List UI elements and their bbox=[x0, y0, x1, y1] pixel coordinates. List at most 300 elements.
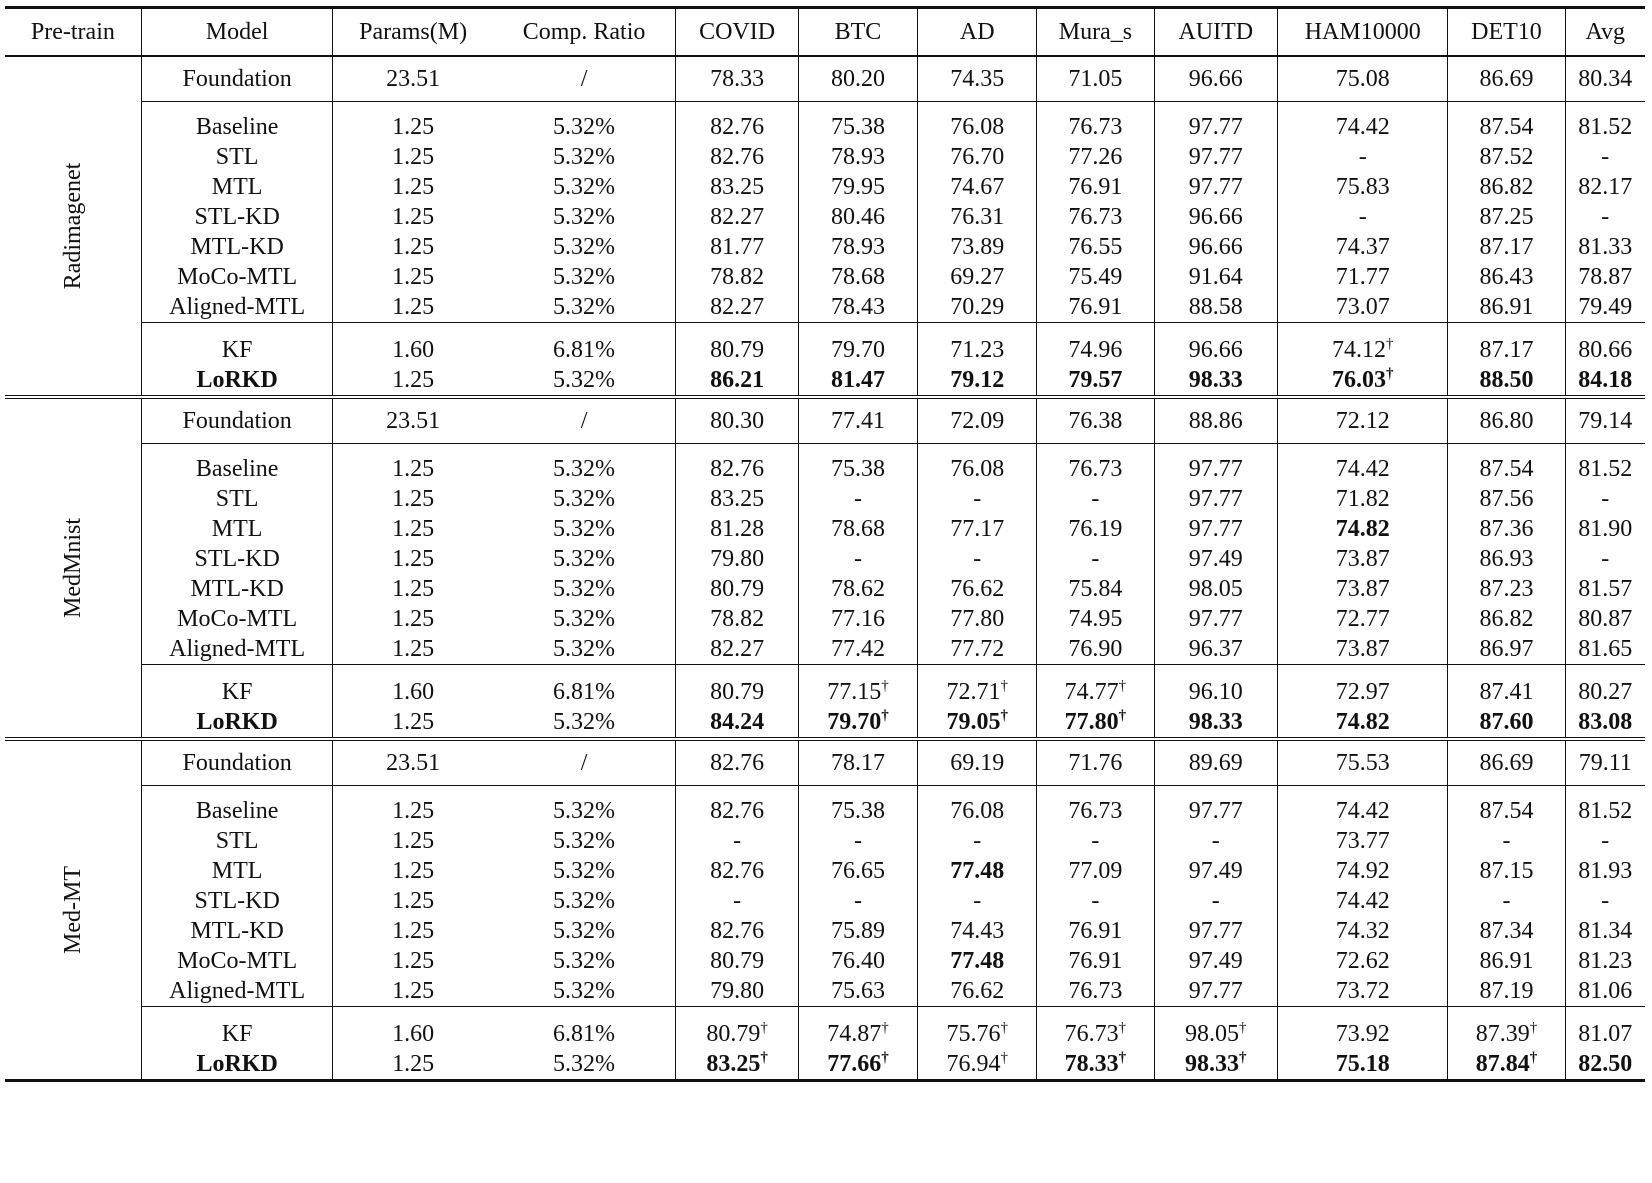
ratio-value bbox=[493, 886, 676, 916]
cell-value: 96.10 bbox=[1188, 679, 1243, 705]
cell-value: 1.25 bbox=[392, 1051, 435, 1077]
table-row bbox=[5, 56, 1645, 102]
cell-value: - bbox=[1211, 828, 1220, 854]
ad-value bbox=[918, 574, 1037, 604]
cell-value: 98.05 bbox=[1188, 576, 1243, 602]
dagger-mark: † bbox=[1118, 708, 1127, 724]
cell-value: 75.83 bbox=[1335, 174, 1390, 200]
table-row bbox=[5, 634, 1645, 665]
cell-value: 6.81% bbox=[553, 1021, 616, 1047]
ham10000-value bbox=[1278, 484, 1448, 514]
ad-value bbox=[918, 444, 1037, 485]
cell-value: 1.25 bbox=[392, 888, 435, 914]
pretrain-block-radimagenet bbox=[5, 56, 1645, 397]
covid-value bbox=[676, 484, 798, 514]
cell-value: - bbox=[1091, 486, 1100, 512]
mura-value bbox=[1037, 232, 1154, 262]
cell-value: 81.07 bbox=[1578, 1021, 1633, 1047]
ratio-value bbox=[493, 826, 676, 856]
pretrain-cell bbox=[5, 739, 141, 1081]
dagger-mark: † bbox=[1385, 366, 1394, 382]
btc-value bbox=[798, 514, 917, 544]
auitd-value bbox=[1154, 826, 1278, 856]
det10-value bbox=[1448, 444, 1565, 485]
cell-value: 86.69 bbox=[1479, 66, 1534, 92]
avg-value bbox=[1565, 323, 1645, 366]
cell-value: - bbox=[1601, 486, 1610, 512]
det10-value bbox=[1448, 1049, 1565, 1081]
cell-value: 83.25 bbox=[710, 174, 765, 200]
cell-value: 77.17 bbox=[950, 516, 1005, 542]
auitd-value bbox=[1154, 604, 1278, 634]
cell-value: 78.33 bbox=[1064, 1051, 1119, 1077]
det10-value bbox=[1448, 856, 1565, 886]
mura-value bbox=[1037, 916, 1154, 946]
cell-value: Aligned-MTL bbox=[169, 636, 306, 662]
cell-value: 76.08 bbox=[950, 798, 1005, 824]
cell-value: 78.43 bbox=[830, 294, 885, 320]
params-value bbox=[333, 976, 493, 1007]
cell-value: 86.80 bbox=[1479, 408, 1534, 434]
cell-value: 1.25 bbox=[392, 114, 435, 140]
covid-value bbox=[676, 1049, 798, 1081]
ham10000-value bbox=[1278, 142, 1448, 172]
model-name bbox=[141, 202, 333, 232]
auitd-value bbox=[1154, 786, 1278, 827]
params-value bbox=[333, 886, 493, 916]
cell-value: 80.79 bbox=[710, 948, 765, 974]
btc-value bbox=[798, 484, 917, 514]
cell-value: 87.23 bbox=[1479, 576, 1534, 602]
cell-value: 78.68 bbox=[830, 516, 885, 542]
cell-value: 97.77 bbox=[1188, 486, 1243, 512]
cell-value: KF bbox=[221, 1021, 253, 1047]
covid-value bbox=[676, 544, 798, 574]
cell-value: 82.50 bbox=[1578, 1051, 1633, 1077]
cell-value: 1.25 bbox=[392, 709, 435, 735]
cell-value: 79.80 bbox=[710, 546, 765, 572]
covid-value bbox=[676, 886, 798, 916]
auitd-value bbox=[1154, 976, 1278, 1007]
avg-value bbox=[1565, 262, 1645, 292]
covid-value bbox=[676, 739, 798, 786]
model-name bbox=[141, 707, 333, 739]
params-value bbox=[333, 1007, 493, 1050]
covid-value bbox=[676, 444, 798, 485]
det10-value bbox=[1448, 397, 1565, 444]
model-name bbox=[141, 102, 333, 143]
dagger-mark: † bbox=[881, 708, 889, 724]
table-row bbox=[5, 707, 1645, 739]
avg-value bbox=[1565, 739, 1645, 786]
cell-value: - bbox=[973, 486, 982, 512]
cell-value: 87.54 bbox=[1479, 114, 1534, 140]
cell-value: 5.32% bbox=[553, 606, 616, 632]
covid-value bbox=[676, 202, 798, 232]
mura-value bbox=[1037, 262, 1154, 292]
cell-value: 5.32% bbox=[553, 174, 616, 200]
ratio-value bbox=[493, 102, 676, 143]
avg-value bbox=[1565, 514, 1645, 544]
cell-value: 98.33 bbox=[1188, 367, 1243, 393]
cell-value: 86.97 bbox=[1479, 636, 1534, 662]
table-header bbox=[5, 8, 1645, 57]
cell-value: 86.43 bbox=[1479, 264, 1534, 290]
cell-value: 87.39 bbox=[1475, 1021, 1530, 1047]
ratio-value bbox=[493, 202, 676, 232]
cell-value: 74.82 bbox=[1335, 516, 1390, 542]
cell-value: 87.54 bbox=[1479, 798, 1534, 824]
auitd-value bbox=[1154, 142, 1278, 172]
params-value bbox=[333, 292, 493, 323]
ham10000-value bbox=[1278, 292, 1448, 323]
cell-value: STL bbox=[215, 828, 259, 854]
ham10000-value bbox=[1278, 444, 1448, 485]
cell-value: Baseline bbox=[195, 456, 279, 482]
params-value bbox=[333, 142, 493, 172]
cell-value: 75.63 bbox=[830, 978, 885, 1004]
cell-value: 87.52 bbox=[1479, 144, 1534, 170]
cell-value: - bbox=[1358, 144, 1367, 170]
cell-value: 81.28 bbox=[710, 516, 765, 542]
mura-value bbox=[1037, 56, 1154, 102]
cell-value: - bbox=[1601, 204, 1610, 230]
ad-value bbox=[918, 142, 1037, 172]
cell-value: KF bbox=[221, 679, 253, 705]
cell-value: 87.41 bbox=[1479, 679, 1534, 705]
cell-value: 78.62 bbox=[830, 576, 885, 602]
cell-value: 76.73 bbox=[1068, 978, 1123, 1004]
cell-value: 76.73 bbox=[1064, 1021, 1119, 1047]
cell-value: 74.32 bbox=[1335, 918, 1390, 944]
btc-value bbox=[798, 365, 917, 397]
cell-value: 80.34 bbox=[1578, 66, 1633, 92]
table-row bbox=[5, 142, 1645, 172]
ad-value bbox=[918, 856, 1037, 886]
det10-value bbox=[1448, 886, 1565, 916]
cell-value: 1.25 bbox=[392, 828, 435, 854]
cell-value: 81.65 bbox=[1578, 636, 1633, 662]
btc-value bbox=[798, 444, 917, 485]
model-name bbox=[141, 826, 333, 856]
cell-value: STL-KD bbox=[194, 546, 280, 572]
dagger-mark: † bbox=[1239, 1050, 1247, 1066]
covid-value bbox=[676, 142, 798, 172]
cell-value: - bbox=[1601, 546, 1610, 572]
table-row bbox=[5, 102, 1645, 143]
params-value bbox=[333, 323, 493, 366]
cell-value: 77.42 bbox=[830, 636, 885, 662]
cell-value: 5.32% bbox=[553, 367, 616, 393]
auitd-value bbox=[1154, 365, 1278, 397]
avg-value bbox=[1565, 786, 1645, 827]
ad-value bbox=[918, 707, 1037, 739]
cell-value: 6.81% bbox=[553, 337, 616, 363]
cell-value: 1.25 bbox=[392, 144, 435, 170]
header-mura: Mura_s bbox=[1037, 8, 1154, 57]
ad-value bbox=[918, 56, 1037, 102]
header-ad: AD bbox=[918, 8, 1037, 57]
cell-value: 88.58 bbox=[1188, 294, 1243, 320]
header-params: Params(M) bbox=[333, 8, 493, 57]
cell-value: 1.25 bbox=[392, 174, 435, 200]
cell-value: KF bbox=[221, 337, 253, 363]
model-name bbox=[141, 739, 333, 786]
cell-value: STL-KD bbox=[194, 888, 280, 914]
cell-value: 72.12 bbox=[1335, 408, 1390, 434]
auitd-value bbox=[1154, 56, 1278, 102]
cell-value: Aligned-MTL bbox=[169, 294, 306, 320]
avg-value bbox=[1565, 232, 1645, 262]
cell-value: 97.77 bbox=[1188, 606, 1243, 632]
cell-value: STL-KD bbox=[194, 204, 280, 230]
ratio-value bbox=[493, 544, 676, 574]
auitd-value bbox=[1154, 1007, 1278, 1050]
table-row bbox=[5, 786, 1645, 827]
cell-value: Aligned-MTL bbox=[169, 978, 306, 1004]
cell-value: 73.87 bbox=[1335, 546, 1390, 572]
auitd-value bbox=[1154, 102, 1278, 143]
cell-value: 87.36 bbox=[1479, 516, 1534, 542]
avg-value bbox=[1565, 397, 1645, 444]
cell-value: 96.66 bbox=[1188, 234, 1243, 260]
mura-value bbox=[1037, 976, 1154, 1007]
cell-value: 73.07 bbox=[1335, 294, 1390, 320]
cell-value: - bbox=[733, 828, 742, 854]
cell-value: 82.76 bbox=[710, 858, 765, 884]
cell-value: 75.38 bbox=[830, 114, 885, 140]
cell-value: 83.25 bbox=[706, 1051, 761, 1077]
cell-value: 87.60 bbox=[1479, 709, 1534, 735]
avg-value bbox=[1565, 707, 1645, 739]
cell-value: 75.38 bbox=[830, 456, 885, 482]
table-row bbox=[5, 323, 1645, 366]
ratio-value bbox=[493, 172, 676, 202]
cell-value: 98.33 bbox=[1185, 1051, 1240, 1077]
params-value bbox=[333, 665, 493, 708]
ham10000-value bbox=[1278, 634, 1448, 665]
det10-value bbox=[1448, 202, 1565, 232]
cell-value: 73.72 bbox=[1335, 978, 1390, 1004]
cell-value: 89.69 bbox=[1188, 750, 1243, 776]
avg-value bbox=[1565, 142, 1645, 172]
mura-value bbox=[1037, 739, 1154, 786]
cell-value: 86.93 bbox=[1479, 546, 1534, 572]
det10-value bbox=[1448, 707, 1565, 739]
cell-value: 74.42 bbox=[1335, 798, 1390, 824]
mura-value bbox=[1037, 397, 1154, 444]
cell-value: 79.11 bbox=[1578, 750, 1632, 776]
cell-value: 76.91 bbox=[1068, 174, 1123, 200]
ad-value bbox=[918, 946, 1037, 976]
cell-value: 79.49 bbox=[1578, 294, 1633, 320]
cell-value: MTL-KD bbox=[190, 234, 284, 260]
cell-value: LoRKD bbox=[196, 367, 278, 393]
cell-value: 74.87 bbox=[827, 1021, 882, 1047]
mura-value bbox=[1037, 634, 1154, 665]
cell-value: 76.65 bbox=[830, 858, 885, 884]
covid-value bbox=[676, 323, 798, 366]
model-name bbox=[141, 292, 333, 323]
table-row bbox=[5, 916, 1645, 946]
cell-value: 80.79 bbox=[710, 679, 765, 705]
ratio-value bbox=[493, 232, 676, 262]
det10-value bbox=[1448, 1007, 1565, 1050]
cell-value: - bbox=[853, 888, 862, 914]
model-name bbox=[141, 634, 333, 665]
covid-value bbox=[676, 665, 798, 708]
det10-value bbox=[1448, 544, 1565, 574]
det10-value bbox=[1448, 739, 1565, 786]
avg-value bbox=[1565, 946, 1645, 976]
pretrain-cell bbox=[5, 397, 141, 739]
ham10000-value bbox=[1278, 262, 1448, 292]
ratio-value bbox=[493, 786, 676, 827]
cell-value: 80.20 bbox=[830, 66, 885, 92]
cell-value: 77.15 bbox=[827, 679, 882, 705]
cell-value: - bbox=[973, 828, 982, 854]
cell-value: 81.23 bbox=[1578, 948, 1633, 974]
auitd-value bbox=[1154, 916, 1278, 946]
cell-value: 1.25 bbox=[392, 948, 435, 974]
pretrain-block-medmnist bbox=[5, 397, 1645, 739]
btc-value bbox=[798, 232, 917, 262]
params-value bbox=[333, 172, 493, 202]
ad-value bbox=[918, 323, 1037, 366]
ad-value bbox=[918, 365, 1037, 397]
covid-value bbox=[676, 1007, 798, 1050]
params-value bbox=[333, 739, 493, 786]
cell-value: 77.66 bbox=[827, 1051, 882, 1077]
avg-value bbox=[1565, 484, 1645, 514]
table-row bbox=[5, 544, 1645, 574]
dagger-mark: † bbox=[881, 1020, 889, 1036]
cell-value: 23.51 bbox=[386, 408, 441, 434]
cell-value: 74.35 bbox=[950, 66, 1005, 92]
cell-value: 81.52 bbox=[1578, 798, 1633, 824]
det10-value bbox=[1448, 916, 1565, 946]
ham10000-value bbox=[1278, 665, 1448, 708]
cell-value: 72.77 bbox=[1335, 606, 1390, 632]
model-name bbox=[141, 444, 333, 485]
btc-value bbox=[798, 946, 917, 976]
cell-value: 76.90 bbox=[1068, 636, 1123, 662]
cell-value: 78.93 bbox=[830, 144, 885, 170]
table-row bbox=[5, 604, 1645, 634]
covid-value bbox=[676, 292, 798, 323]
ratio-value bbox=[493, 1007, 676, 1050]
ratio-value bbox=[493, 1049, 676, 1081]
cell-value: 84.24 bbox=[710, 709, 765, 735]
cell-value: 1.25 bbox=[392, 576, 435, 602]
auitd-value bbox=[1154, 665, 1278, 708]
det10-value bbox=[1448, 976, 1565, 1007]
cell-value: Baseline bbox=[195, 798, 279, 824]
header-comp-ratio: Comp. Ratio bbox=[522, 19, 646, 45]
ratio-value bbox=[493, 262, 676, 292]
covid-value bbox=[676, 604, 798, 634]
cell-value: - bbox=[853, 546, 862, 572]
cell-value: 76.31 bbox=[950, 204, 1005, 230]
cell-value: 75.49 bbox=[1068, 264, 1123, 290]
cell-value: - bbox=[853, 486, 862, 512]
cell-value: 77.48 bbox=[950, 858, 1005, 884]
pretrain-label: Radimagenet bbox=[59, 162, 86, 290]
model-name bbox=[141, 1049, 333, 1081]
cell-value: / bbox=[580, 408, 588, 434]
cell-value: 71.05 bbox=[1068, 66, 1123, 92]
cell-value: 72.09 bbox=[950, 408, 1005, 434]
det10-value bbox=[1448, 484, 1565, 514]
covid-value bbox=[676, 634, 798, 665]
cell-value: 5.32% bbox=[553, 636, 616, 662]
params-value bbox=[333, 574, 493, 604]
params-value bbox=[333, 484, 493, 514]
ratio-value bbox=[493, 514, 676, 544]
avg-value bbox=[1565, 1007, 1645, 1050]
cell-value: 80.79 bbox=[706, 1021, 761, 1047]
cell-value: - bbox=[853, 828, 862, 854]
params-value bbox=[333, 232, 493, 262]
avg-value bbox=[1565, 365, 1645, 397]
ad-value bbox=[918, 292, 1037, 323]
cell-value: 5.32% bbox=[553, 918, 616, 944]
cell-value: 5.32% bbox=[553, 1051, 616, 1077]
cell-value: 86.21 bbox=[710, 367, 765, 393]
covid-value bbox=[676, 946, 798, 976]
cell-value: 80.79 bbox=[710, 337, 765, 363]
mura-value bbox=[1037, 886, 1154, 916]
mura-value bbox=[1037, 444, 1154, 485]
covid-value bbox=[676, 786, 798, 827]
mura-value bbox=[1037, 856, 1154, 886]
cell-value: 98.33 bbox=[1188, 709, 1243, 735]
cell-value: MTL-KD bbox=[190, 576, 284, 602]
params-value bbox=[333, 365, 493, 397]
cell-value: 1.25 bbox=[392, 978, 435, 1004]
cell-value: 77.48 bbox=[950, 948, 1005, 974]
det10-value bbox=[1448, 142, 1565, 172]
cell-value: 71.82 bbox=[1335, 486, 1390, 512]
dagger-mark: † bbox=[881, 678, 889, 694]
det10-value bbox=[1448, 172, 1565, 202]
cell-value: 5.32% bbox=[553, 516, 616, 542]
ad-value bbox=[918, 172, 1037, 202]
cell-value: MoCo-MTL bbox=[177, 264, 298, 290]
cell-value: - bbox=[1091, 546, 1100, 572]
model-name bbox=[141, 886, 333, 916]
ratio-value bbox=[493, 397, 676, 444]
cell-value: 97.49 bbox=[1188, 948, 1243, 974]
cell-value: 73.87 bbox=[1335, 636, 1390, 662]
cell-value: 82.76 bbox=[710, 114, 765, 140]
btc-value bbox=[798, 786, 917, 827]
btc-value bbox=[798, 739, 917, 786]
cell-value: 76.03 bbox=[1331, 367, 1386, 393]
cell-value: 78.33 bbox=[710, 66, 765, 92]
dagger-mark: † bbox=[1529, 1050, 1538, 1066]
covid-value bbox=[676, 232, 798, 262]
cell-value: 78.82 bbox=[710, 606, 765, 632]
params-value bbox=[333, 544, 493, 574]
ham10000-value bbox=[1278, 786, 1448, 827]
cell-value: 78.93 bbox=[830, 234, 885, 260]
det10-value bbox=[1448, 323, 1565, 366]
covid-value bbox=[676, 102, 798, 143]
model-name bbox=[141, 365, 333, 397]
cell-value: 77.16 bbox=[830, 606, 885, 632]
cell-value: 73.87 bbox=[1335, 576, 1390, 602]
